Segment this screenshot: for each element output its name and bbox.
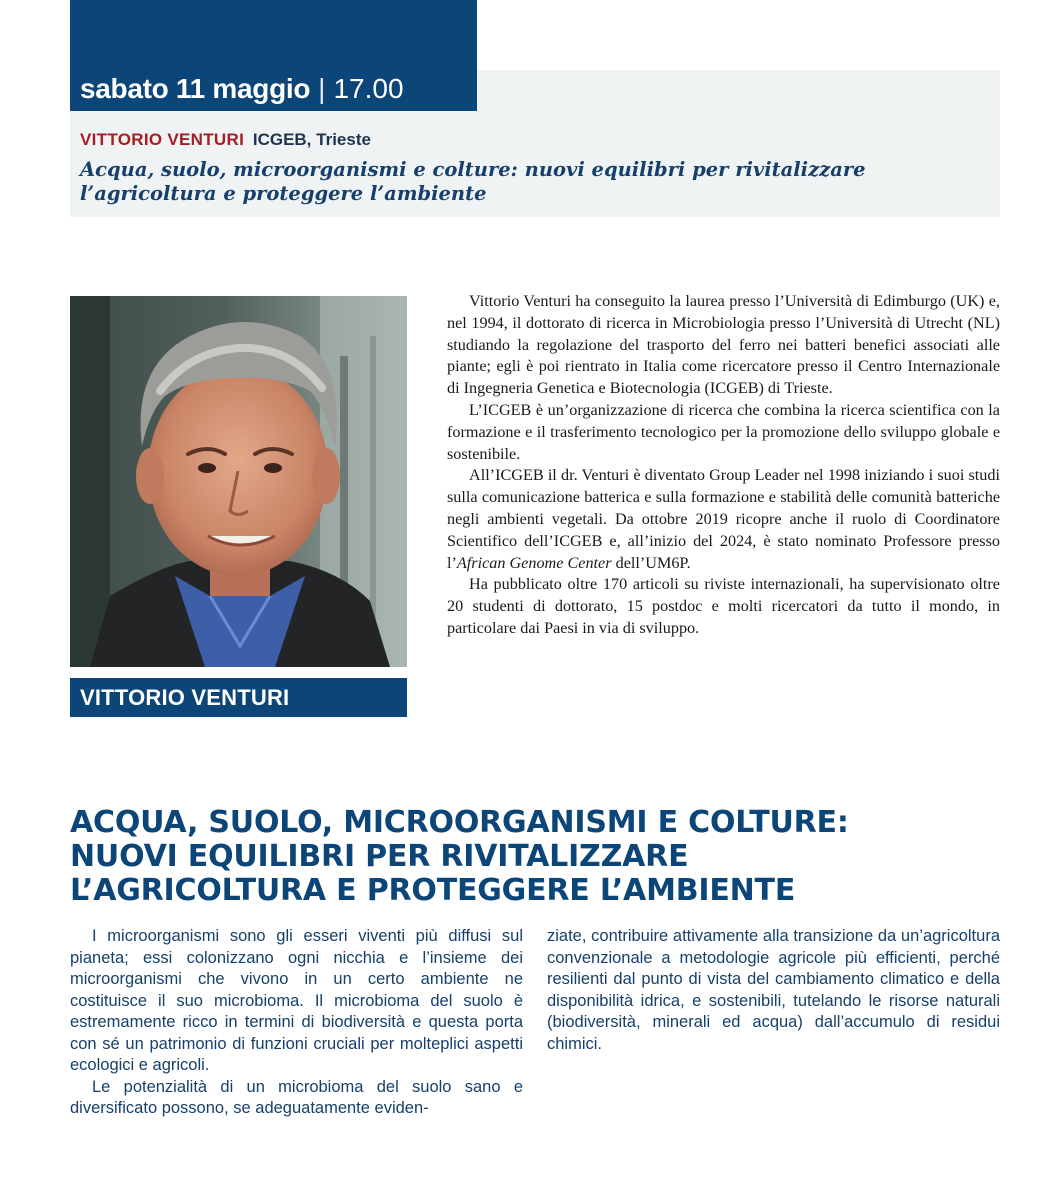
speaker-name-bar <box>70 678 407 717</box>
speaker-photo <box>70 296 407 667</box>
article-paragraph: ziate, contribuire attivamente alla transizione da un’agricoltura convenzionale a metodologie agricole più efficienti, perché resilienti dal punto di vista del cambiamento climatico e della disponibilità idrica, e sostenibili, tutelando le risorse naturali (biodiversità, minerali ed acqua) dall’accumulo di residui chimici. <box>547 927 1000 1053</box>
speaker-bio <box>447 291 1000 640</box>
bio-paragraph: Ha pubblicato oltre 170 articoli su riviste internazionali, ha supervisionato oltre 20 studenti di dottorato, 15 postdoc e molti ricercatori da tutto il mondo, in particolare dai Paesi in via di sviluppo. <box>447 575 1000 637</box>
event-time: 17.00 <box>333 73 404 104</box>
bio-paragraph <box>447 465 1000 574</box>
article-body <box>70 926 1000 1126</box>
event-date: sabato 11 maggio <box>80 73 311 104</box>
bio-paragraph: Vittorio Venturi ha conseguito la laurea presso l’Università di Edimburgo (UK) e, nel 1994, il dottorato di ricerca in Microbiologia presso l’Università di Utrecht (NL) studiando la regolazione del trasporto del ferro nei batteri benefici associati alle piante; egli è poi rientrato in Italia come ricercatore presso il Centro Internazionale di Ingegneria Genetica e Biotecnologia (ICGEB) di Trieste. <box>447 292 1000 398</box>
headline-line: NUOVI EQUILIBRI PER RIVITALIZZARE <box>70 839 689 874</box>
headline-line: L’AGRICOLTURA E PROTEGGERE L’AMBIENTE <box>70 873 796 908</box>
speaker-line <box>80 129 371 151</box>
bio-text: dell’UM6P. <box>611 553 691 572</box>
bio-paragraph: L’ICGEB è un’organizzazione di ricerca che combina la ricerca scientifica con la formazione e il trasferimento tecnologico per la promozione dello sviluppo globale e sostenibile. <box>447 400 1000 463</box>
article-column-left <box>70 926 523 1120</box>
date-separator: | <box>318 73 326 104</box>
article-paragraph: Le potenzialità di un microbioma del suolo sano e diversificato possono, se adeguatamente eviden- <box>70 1077 523 1117</box>
speaker-institution: ICGEB, Trieste <box>252 130 371 149</box>
headline-line: ACQUA, SUOLO, MICROORGANISMI E COLTURE: <box>70 805 849 840</box>
bio-italic-text: African Genome Center <box>456 553 612 572</box>
article-column-right <box>547 926 1000 1055</box>
talk-title: Acqua, suolo, microorganismi e colture: nuovi equilibri per rivitalizzare l’agricoltura e proteggere l’ambiente <box>80 158 866 205</box>
speaker-name: VITTORIO VENTURI <box>80 130 245 149</box>
bio-text: All’ICGEB il dr. Venturi è diventato Group Leader nel 1998 iniziando i suoi studi sulla comunicazione batterica e sulla formazione e stabilità delle comunità batteriche negli ambienti vegetali. Da ottobre 2019 ricopre anche il ruolo di Coordinatore Scientifico dell’ICGEB e, all’inizio del 2024, è stato nominato Professore presso l’ <box>447 466 1000 572</box>
article-headline <box>70 806 1000 908</box>
article-paragraph: I microorganismi sono gli esseri viventi più diffusi sul pianeta; essi colonizzano ogni nicchia e l’insieme dei microorganismi che vivono in un certo ambiente ne costituisce il suo microbioma. Il microbioma del suolo è estremamente ricco in termini di biodiversità e questa porta con sé un patrimonio di funzioni cruciali per molteplici aspetti ecologici e agricoli. <box>70 927 523 1074</box>
event-datetime <box>80 70 404 108</box>
speaker-portrait-illustration <box>70 296 407 667</box>
speaker-name-label: VITTORIO VENTURI <box>80 685 290 710</box>
